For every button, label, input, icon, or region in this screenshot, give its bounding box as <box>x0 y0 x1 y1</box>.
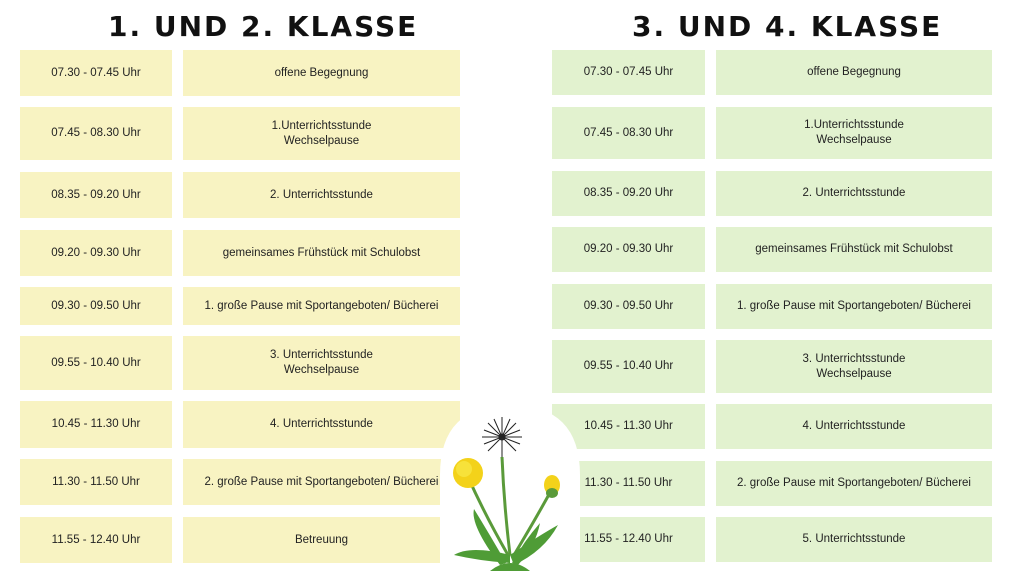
title-klasse-1-2: 1. UND 2. KLASSE <box>108 10 419 43</box>
activity-cell: 4. Unterrichtsstunde <box>183 401 460 448</box>
time-cell: 09.20 - 09.30 Uhr <box>552 227 705 272</box>
time-cell: 08.35 - 09.20 Uhr <box>552 171 705 216</box>
time-cell: 09.30 - 09.50 Uhr <box>20 287 172 325</box>
time-cell: 09.20 - 09.30 Uhr <box>20 230 172 276</box>
activity-cell: 3. Unterrichtsstunde Wechselpause <box>183 336 460 390</box>
time-cell: 10.45 - 11.30 Uhr <box>552 404 705 449</box>
time-cell: 08.35 - 09.20 Uhr <box>20 172 172 218</box>
activity-cell: 5. Unterrichtsstunde <box>716 517 992 562</box>
dandelion-icon <box>440 405 580 576</box>
time-cell: 07.45 - 08.30 Uhr <box>20 107 172 160</box>
activity-cell: gemeinsames Frühstück mit Schulobst <box>183 230 460 276</box>
activity-cell: 2. große Pause mit Sportangeboten/ Bücherei <box>716 461 992 506</box>
activity-cell: 1.Unterrichtsstunde Wechselpause <box>183 107 460 160</box>
time-cell: 11.55 - 12.40 Uhr <box>20 517 172 563</box>
time-cell: 11.30 - 11.50 Uhr <box>552 461 705 506</box>
activity-cell: Betreuung <box>183 517 460 563</box>
time-cell: 10.45 - 11.30 Uhr <box>20 401 172 448</box>
time-cell: 09.55 - 10.40 Uhr <box>20 336 172 390</box>
activity-cell: 2. große Pause mit Sportangeboten/ Bücherei <box>183 459 460 505</box>
activity-cell: 4. Unterrichtsstunde <box>716 404 992 449</box>
time-cell: 07.30 - 07.45 Uhr <box>20 50 172 96</box>
activity-cell: offene Begegnung <box>183 50 460 96</box>
activity-cell: gemeinsames Frühstück mit Schulobst <box>716 227 992 272</box>
time-cell: 09.30 - 09.50 Uhr <box>552 284 705 329</box>
time-cell: 11.55 - 12.40 Uhr <box>552 517 705 562</box>
time-cell: 07.30 - 07.45 Uhr <box>552 50 705 95</box>
activity-cell: offene Begegnung <box>716 50 992 95</box>
activity-cell: 2. Unterrichtsstunde <box>716 171 992 216</box>
time-cell: 09.55 - 10.40 Uhr <box>552 340 705 393</box>
time-cell: 07.45 - 08.30 Uhr <box>552 107 705 159</box>
time-cell: 11.30 - 11.50 Uhr <box>20 459 172 505</box>
activity-cell: 3. Unterrichtsstunde Wechselpause <box>716 340 992 393</box>
activity-cell: 2. Unterrichtsstunde <box>183 172 460 218</box>
activity-cell: 1. große Pause mit Sportangeboten/ Bücherei <box>716 284 992 329</box>
activity-cell: 1.Unterrichtsstunde Wechselpause <box>716 107 992 159</box>
activity-cell: 1. große Pause mit Sportangeboten/ Bücherei <box>183 287 460 325</box>
title-klasse-3-4: 3. UND 4. KLASSE <box>632 10 943 43</box>
